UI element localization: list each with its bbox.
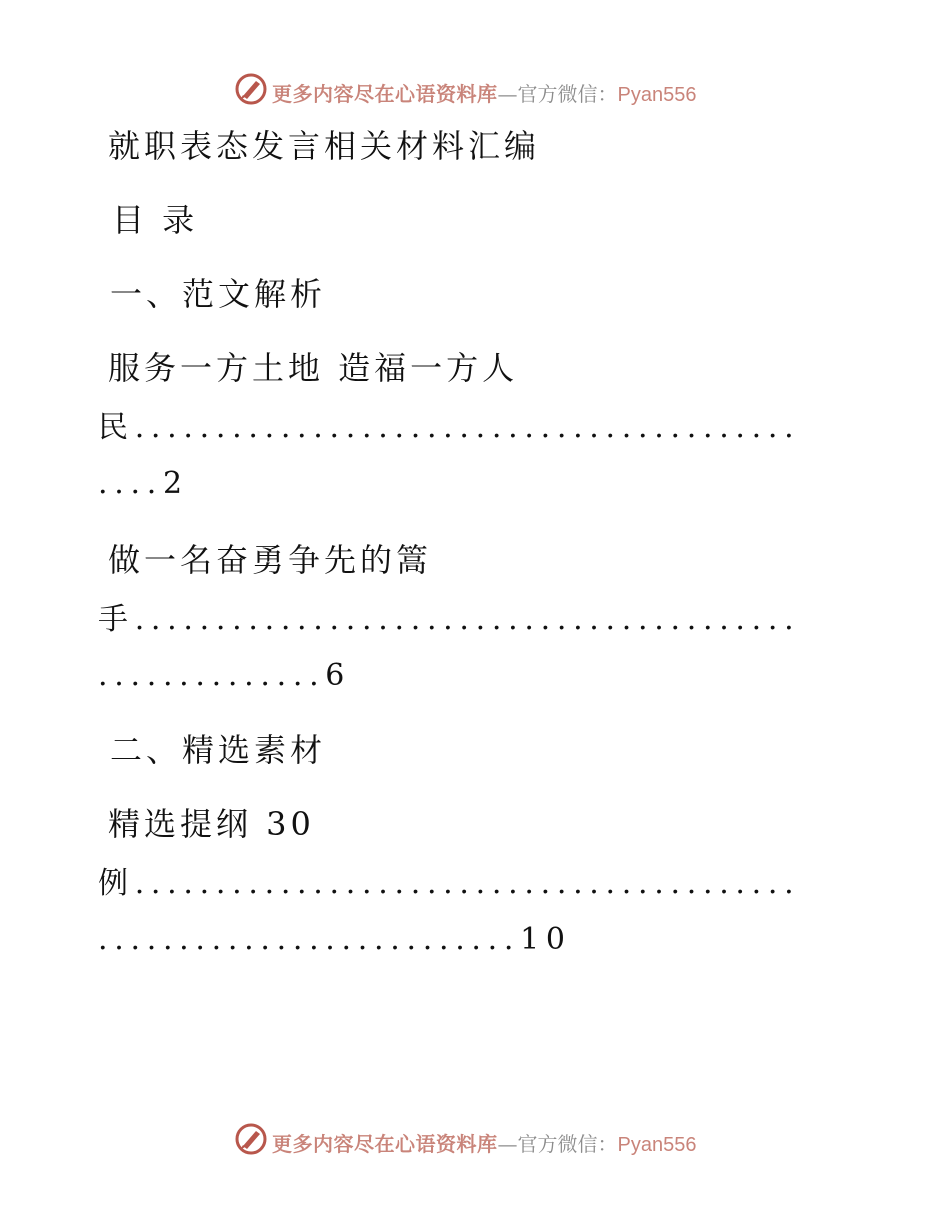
pen-logo-icon: [234, 1122, 268, 1156]
toc-entry-3-title: 精选提纲 30: [108, 805, 315, 843]
toc-entry-3-leader: 例.........................................: [98, 866, 801, 901]
footer-banner: [0, 1120, 950, 1160]
toc-entry-1-page: ....2: [98, 466, 189, 501]
toc-entry-3-page: ..........................10: [98, 922, 572, 957]
toc-entry-1-title: 服务一方土地 造福一方人: [108, 349, 519, 387]
banner-wechat-id: Pyan556: [617, 84, 697, 106]
section-heading-2: 二、精选素材: [110, 731, 327, 769]
toc-entry-2-title: 做一名奋勇争先的篙: [108, 541, 433, 579]
banner-main-text: 更多内容尽在心语资料库: [272, 82, 498, 106]
toc-heading: 目 录: [112, 201, 199, 239]
document-title: 就职表态发言相关材料汇编: [108, 127, 541, 165]
pen-logo-icon: [234, 72, 268, 106]
toc-entry-2-leader: 手.........................................: [98, 602, 801, 637]
header-banner: [0, 70, 950, 110]
toc-entry-2-page: ..............6: [98, 658, 352, 693]
banner-text: [272, 78, 696, 107]
banner-wechat-label: 官方微信：: [517, 82, 618, 106]
toc-entry-1-leader: 民.........................................: [98, 410, 801, 445]
banner-wechat-id: Pyan556: [617, 1134, 697, 1156]
banner-separator: —: [497, 1132, 518, 1156]
banner-text: [272, 1128, 696, 1157]
banner-separator: —: [497, 82, 518, 106]
banner-wechat-label: 官方微信：: [517, 1132, 618, 1156]
section-heading-1: 一、范文解析: [110, 275, 327, 313]
banner-main-text: 更多内容尽在心语资料库: [272, 1132, 498, 1156]
